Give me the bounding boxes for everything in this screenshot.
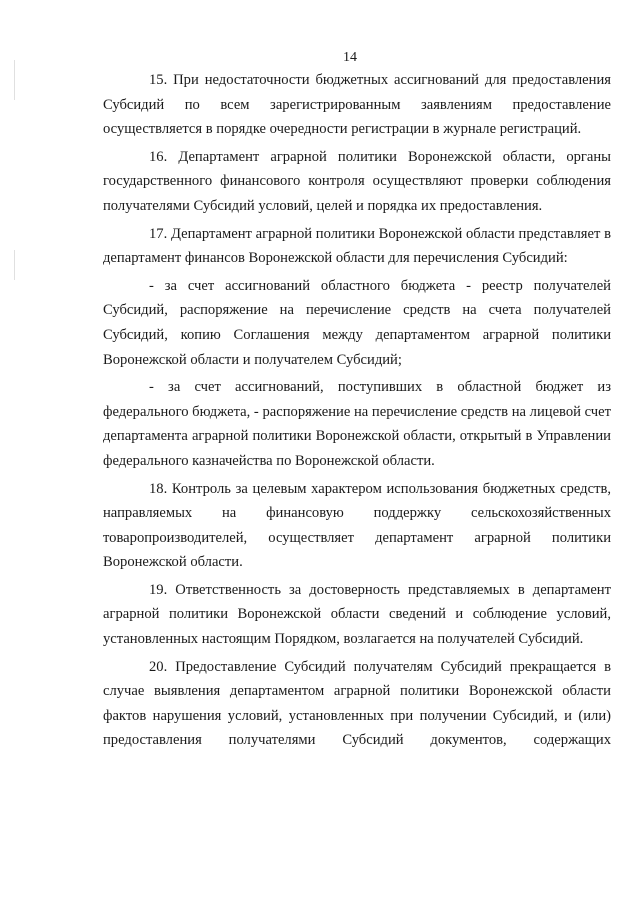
scan-edge-mark <box>14 250 15 280</box>
paragraph-18: 18. Контроль за целевым характером использования бюджетных средств, направляемых на финансовую поддержку сельскохозяйственных товаропроизводителей, осуществляет департамент аграрной политики Воронежской области. <box>103 480 611 571</box>
paragraph-17: 17. Департамент аграрной политики Воронежской области представляет в департамент финансов Воронежской области для перечисления Субсидий: <box>103 225 611 267</box>
paragraph-19: 19. Ответственность за достоверность представляемых в департамент аграрной политики Воронежской области сведений и соблюдение условий, установленных настоящим Порядком, возлагается на получателей Субсидий. <box>103 581 611 648</box>
page-number: 14 <box>343 50 357 65</box>
paragraph-20: 20. Предоставление Субсидий получателям Субсидий прекращается в случае выявления департаментом аграрной политики Воронежской области фактов нарушения условий, установленных при получении Субсидий, и (или) предоставления получателями Субсидий документов, содержащих <box>103 658 611 749</box>
scan-edge-mark <box>14 60 15 100</box>
paragraph-15: 15. При недостаточности бюджетных ассигнований для предоставления Субсидий по всем зарегистрированным заявлениям предоставление осуществляется в порядке очередности регистрации в журнале регистраций. <box>103 72 611 138</box>
paragraph-17-item-federal-budget: - за счет ассигнований, поступивших в областной бюджет из федерального бюджета, - распоряжение на перечисление средств на лицевой счет департамента аграрной политики Воронежской области, открытый в Управлении федерального казначейства по Воронежской области. <box>103 379 611 469</box>
paragraph-17-item-regional-budget: - за счет ассигнований областного бюджета - реестр получателей Субсидий, распоряжение на перечисление средств на счета получателей Субсидий, копию Соглашения между департаментом аграрной политики Воронежской области и получателем Субсидий; <box>103 277 611 368</box>
paragraph-16: 16. Департамент аграрной политики Воронежской области, органы государственного финансового контроля осуществляют проверки соблюдения получателями Субсидий условий, целей и порядка их предоставления. <box>103 148 611 214</box>
document-body <box>103 68 611 756</box>
